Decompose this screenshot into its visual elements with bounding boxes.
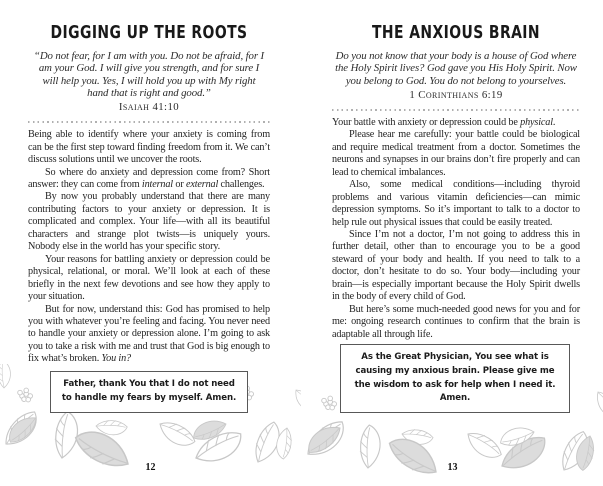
paragraph: So where do anxiety and depression come from? Short answer: they can come from internal or external challenges.	[28, 166, 270, 190]
scripture-quote: “Do not fear, for I am with you. Do not be afraid, for I am your God. I will give you strength, and for sure I will help you. Yes, I will hold you up with My right hand that is right and good.”	[33, 50, 265, 99]
paragraph: Being able to identify where your anxiety is coming from can be the first step toward finding freedom from it. We can’t discuss solutions until we uncover the roots.	[28, 129, 270, 166]
page-right	[302, 0, 603, 486]
page-number: 12	[142, 462, 160, 473]
paragraph: Your reasons for battling anxiety or depression could be physical, relational, or moral. We’ll look at each of these briefly in the next few devotions and see how they apply to your situation.	[28, 253, 270, 303]
page-title: THE ANXIOUS BRAIN	[372, 22, 540, 44]
paragraph: Also, some medical conditions—including thyroid problems and various vitamin deficiencies—can mimic depression symptoms. So it’s important to talk to a doctor to help rule out physical issues that could be easily treated.	[332, 179, 580, 228]
dotted-divider	[28, 121, 270, 123]
body-text	[332, 117, 580, 341]
paragraph: Since I’m not a doctor, I’m not going to address this in further detail, other than to encourage you to be a good steward of your body and health. If you need to talk to a doctor, don’t hesitate to do so. Your body—including your brain—is especially important because the Holy Spirit dwells in the body of every child of God.	[332, 228, 580, 303]
dotted-divider	[332, 109, 580, 111]
scripture-reference: Isaiah 41:10	[118, 101, 180, 114]
paragraph: Your battle with anxiety or depression could be physical.	[332, 116, 556, 128]
prayer-box	[340, 344, 570, 413]
paragraph: By now you probably understand that there are many contributing factors to your anxiety or depression. It is complicated and complex. Your life—with all its beautiful characters and strange plot twists—is uniquely yours. Nobody else in the world has your specific story.	[28, 191, 270, 253]
page-left	[0, 0, 301, 486]
body-text	[28, 129, 270, 366]
prayer-text: Father, thank You that I do not need to handle my fears by myself. Amen.	[61, 379, 237, 403]
scripture-quote: Do you not know that your body is a house of God where the Holy Spirit lives? God gave you His Holy Spirit. Now you belong to God. You do not belong to yourselves.	[335, 50, 577, 87]
prayer-box	[50, 371, 248, 413]
paragraph: But here’s some much-needed good news for you and for me: ongoing research continues to confirm that the brain is adaptable all through life.	[332, 303, 580, 340]
paragraph: Please hear me carefully: your battle could be biological and require medical treatment from a doctor. Sometimes the neurons and synapses in our brains don’t fire properly and can lead to chemical imbalances.	[332, 129, 580, 178]
scripture-reference: 1 Corinthians 6:19	[409, 88, 503, 101]
prayer-text: As the Great Physician, You see what is causing my anxious brain. Please give me the wisdom to ask for help when I need it. Amen.	[354, 352, 556, 404]
page-title: DIGGING UP THE ROOTS	[50, 22, 248, 44]
paragraph: But for now, understand this: God has promised to help you with whatever you’re feeling and facing. You never need to handle your anxiety or depression alone. I’m going to ask you to take a risk with me and trust that God is big enough to fix what’s broken. You in?	[28, 303, 270, 365]
page-number: 13	[444, 462, 462, 473]
